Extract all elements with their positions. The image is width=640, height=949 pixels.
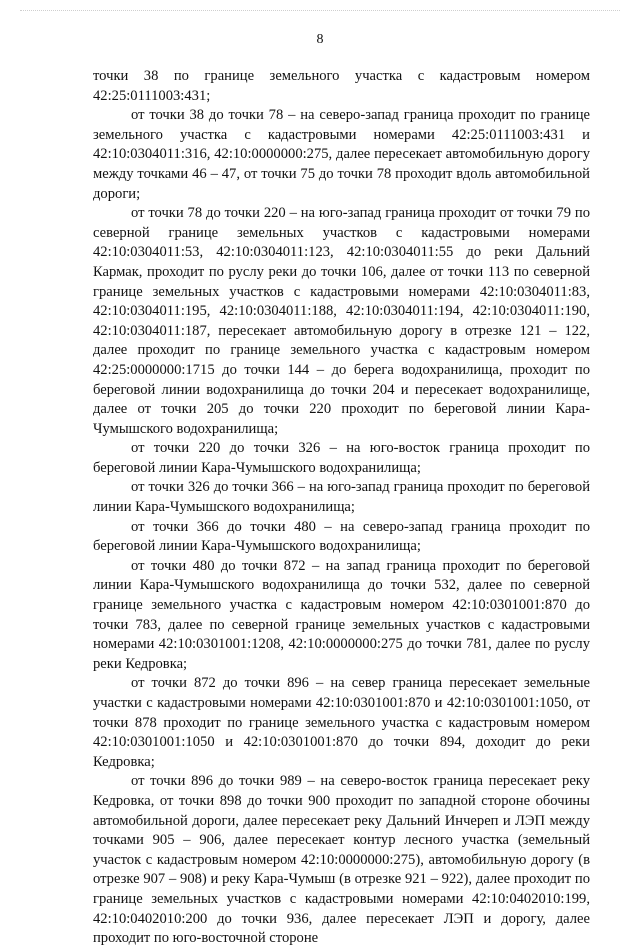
paragraph: от точки 366 до точки 480 – на северо-запад граница проходит по береговой линии Кара-Чумышского водохранилища; (93, 518, 590, 555)
paragraph: от точки 78 до точки 220 – на юго-запад граница проходит от точки 79 по северной границе земельных участков с кадастровыми номерами 42:10:0304011:53, 42:10:0304011:123, 42:10:0304011:55 до реки Дальний Кармак, проходит по руслу реки до точки 106, далее от точки 113 по северной границе земельных участков с кадастровыми номерами 42:10:0304011:83, 42:10:0304011:195, 42:10:0304011:188, 42:10:0304011:194, 42:10:0304011:190, 42:10:0304011:187, пересекает автомобильную дорогу в отрезке 121 – 122, далее проходит по границе земельного участка с кадастровым номером 42:25:0000000:1715 до точки 144 – до берега водохранилища, проходит по береговой линии водохранилища до точки 204 и пересекает водохранилище, далее от точки 205 до точки 220 проходит по береговой линии Кара-Чумышского водохранилища; (93, 205, 590, 437)
paragraph-continuation: точки 38 по границе земельного участка с кадастровым номером 42:25:0111003:431; (93, 68, 590, 104)
paragraph: от точки 326 до точки 366 – на юго-запад граница проходит по береговой линии Кара-Чумышского водохранилища; (93, 479, 590, 516)
paragraph: от точки 38 до точки 78 – на северо-запад граница проходит по границе земельного участка с кадастровыми номерами 42:25:0111003:431 и 42:10:0304011:316, 42:10:0000000:275, далее пересекает автомобильную дорогу между точками 46 – 47, от точки 75 до точки 78 проходит вдоль автомобильной дороги; (93, 107, 590, 202)
paragraph: от точки 480 до точки 872 – на запад граница проходит по береговой линии Кара-Чумышского водохранилища до точки 532, далее по северной границе земельного участка с кадастровым номером 42:10:0301001:870 до точки 783, далее по северной границе земельных участков с кадастровыми номерами 42:10:0301001:1208, 42:10:0000000:275 до точки 781, далее по руслу реки Кедровка; (93, 557, 590, 672)
scan-edge (20, 10, 620, 11)
paragraph: от точки 872 до точки 896 – на север граница пересекает земельные участки с кадастровыми номерами 42:10:0301001:870 и 42:10:0301001:1050, от точки 878 проходит по границе земельного участка с кадастровым номером 42:10:0301001:1050 и 42:10:0301001:870 до точки 894, доходит до реки Кедровка; (93, 675, 590, 770)
document-body (93, 67, 590, 949)
paragraph: от точки 220 до точки 326 – на юго-восток граница проходит по береговой линии Кара-Чумышского водохранилища; (93, 440, 590, 476)
page-number: 8 (316, 32, 324, 47)
paragraph: от точки 896 до точки 989 – на северо-восток граница пересекает реку Кедровка, от точки 898 до точки 900 проходит по западной стороне обочины автомобильной дороги, далее пересекает реку Дальний Инчереп и ЛЭП между точками 905 – 906, далее пересекает контур лесного участка (земельный участок с кадастровым номером 42:10:0000000:275), автомобильную дорогу (в отрезке 907 – 908) и реку Кара-Чумыш (в отрезке 921 – 922), далее проходит по границе земельных участков с кадастровыми номерами 42:10:0402010:199, 42:10:0402010:200 до точки 936, далее пересекает ЛЭП и дорогу, далее проходит по юго-восточной стороне (93, 773, 590, 947)
